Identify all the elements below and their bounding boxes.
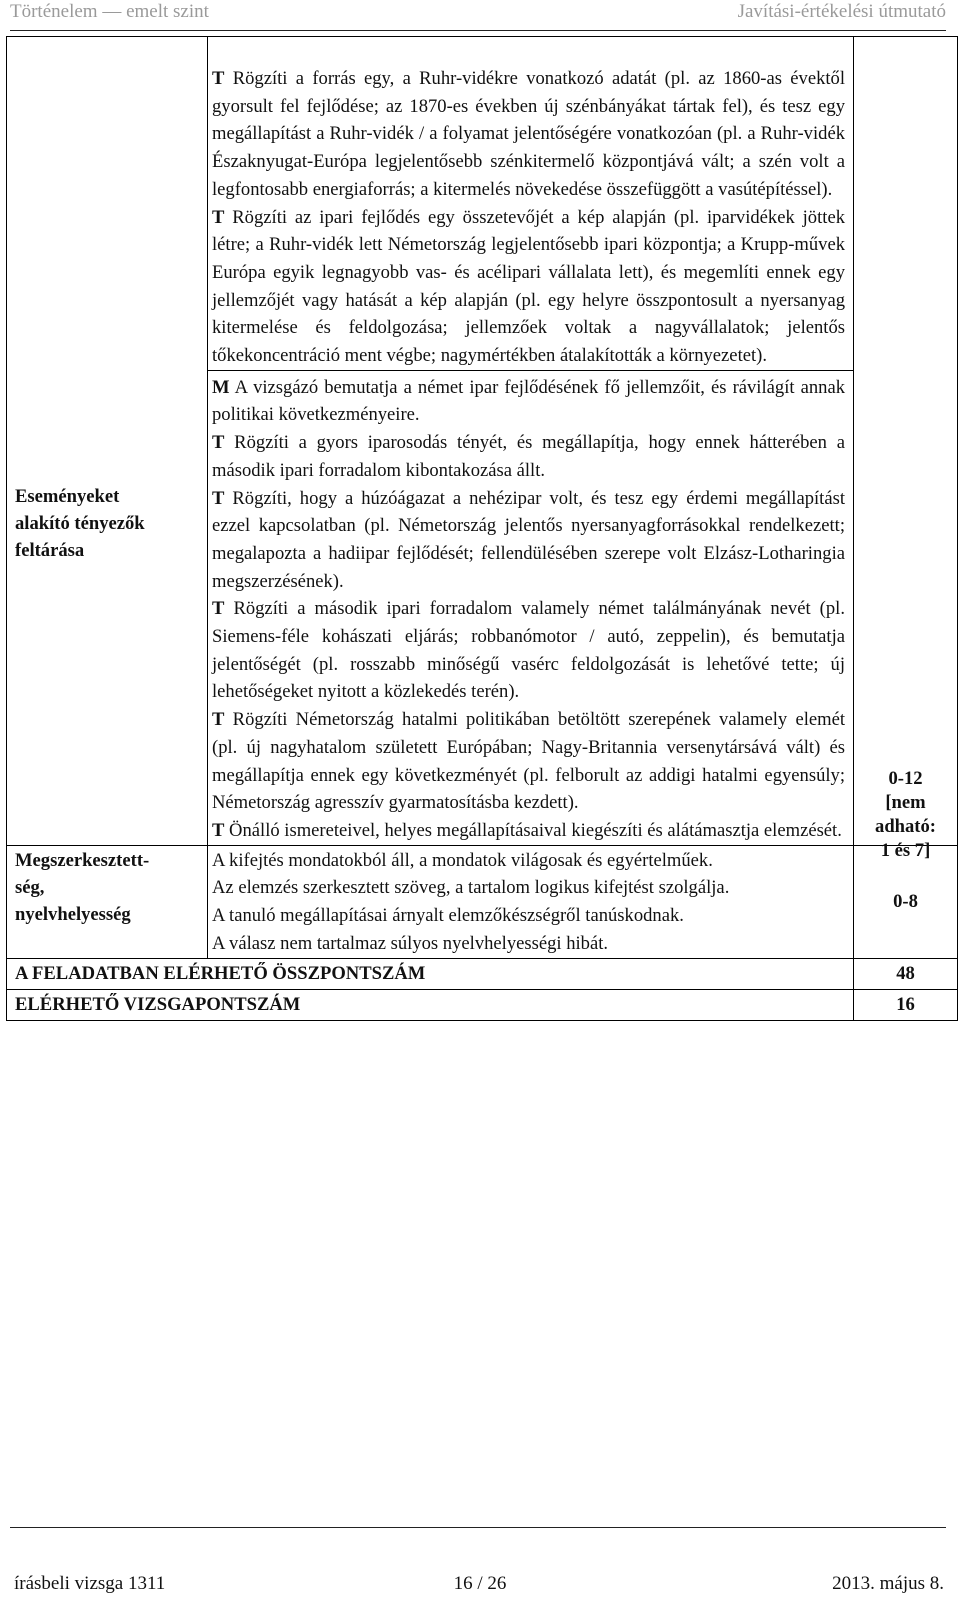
criterion: T Rögzíti Németország hatalmi politikában betöltött szerepének valamely elemét (pl. új nagyhatalom született Európában; Nagy-Britannia versenytársává vált) és megállapítja ennek egy következményét (pl. felborult az addigi hatalmi egyensúly; Németország agresszív gyarmatosításba kezdett).	[212, 709, 845, 814]
section-structure-label: Megszerkesztett- ség, nyelvhelyesség	[15, 849, 150, 925]
criterion: A kifejtés mondatokból áll, a mondatok világosak és egyértelműek.	[212, 849, 713, 871]
header-subject: Történelem — emelt szint	[10, 1, 209, 22]
section-events-label-cell	[7, 37, 208, 846]
total-task-value: 48	[896, 962, 915, 984]
section-events-row	[7, 37, 958, 846]
total-row	[7, 989, 958, 1020]
section-structure-label-cell	[7, 845, 208, 958]
scoring-table	[6, 36, 958, 1021]
criterion: T Rögzíti, hogy a húzóágazat a nehézipar volt, és tesz egy érdemi megállapítást ezzel kapcsolatban (pl. Németország jelentős nyersanyagforrásokkal rendelkezett; megalapozta a hadiipar fejlődését; fellendülésében szerepe volt Elzász-Lotharingia megszerzésének).	[212, 487, 845, 592]
page-header	[10, 0, 946, 30]
total-row	[7, 958, 958, 989]
section-structure-score: 0-8	[893, 890, 918, 912]
section-structure-row	[7, 845, 958, 958]
total-exam-value: 16	[896, 993, 915, 1015]
criterion: A tanuló megállapításai árnyalt elemzőkészségről tanúskodnak.	[212, 905, 684, 927]
footer-exam-code: írásbeli vizsga 1311	[14, 1573, 166, 1594]
criterion-main: M A vizsgázó bemutatja a német ipar fejlődésének fő jellemzőit, és rávilágít annak politikai következményeire.	[212, 376, 845, 426]
criterion: Az elemzés szerkesztett szöveg, a tartalom logikus kifejtést szolgálja.	[212, 877, 730, 899]
footer-rule	[10, 1527, 946, 1528]
page-number: 16 / 26	[453, 1573, 507, 1594]
total-exam-label: ELÉRHETŐ VIZSGAPONTSZÁM	[15, 993, 301, 1015]
criterion: T Rögzíti a második ipari forradalom valamely német találmányának nevét (pl. Siemens-féle kohászati eljárás; robbanómotor / autó, zeppelin), és bemutatja jelentőségét (pl. rosszabb minőségű vasérc feldolgozását is lehetővé tette; új lehetőségeket nyitott a közlekedés terén).	[212, 598, 845, 703]
section-events-score-cell	[854, 37, 958, 861]
criterion: T Önálló ismereteivel, helyes megállapításaival kiegészíti és alátámasztja elemzését.	[212, 819, 842, 841]
section-events-score: 0-12 [nem adható: 1 és 7]	[875, 768, 936, 861]
criterion: T Rögzíti a gyors iparosodás tényét, és megállapítja, hogy ennek hátterében a második ipari forradalom kibontakozása állt.	[212, 432, 845, 481]
header-doc-title: Javítási-értékelési útmutató	[737, 1, 946, 22]
criterion: T Rögzíti az ipari fejlődés egy összetevőjét a kép alapján (pl. iparvidékek jöttek létre; a Ruhr-vidék lett Németország legjelentősebb ipari központja; a Krupp-művek Európa egyik legnagyobb vas- és acélipari vállalata lett), és megemlíti ennek egy jellemzőjét vagy hatását a kép alapján (pl. egy helyre összpontosult a nyersanyag kitermelése és feldolgozása; jellemzőek voltak a nagyvállalatok; jelentős tőkekoncentráció ment végbe; nagymértékben átalakították a környezetet).	[212, 206, 845, 367]
section-structure-criteria	[208, 845, 854, 958]
criterion: A válasz nem tartalmaz súlyos nyelvhelyességi hibát.	[212, 932, 609, 954]
total-task-label: A FELADATBAN ELÉRHETŐ ÖSSZPONTSZÁM	[15, 962, 426, 984]
criterion: T Rögzíti a forrás egy, a Ruhr-vidékre vonatkozó adatát (pl. az 1860-as évektől gyorsult fel fejlődése; az 1870-es években új szénbányákat tártak fel), és tesz egy megállapítást a Ruhr-vidék / a folyamat jelentőségére vonatkozóan (pl. a Ruhr-vidék Északnyugat-Európa legjelentősebb szénkitermelő központjává vált; a szén volt a legfontosabb energiaforrás; a kitermelés növekedése összefüggött a vasútépítéssel).	[212, 68, 845, 200]
section-events-label: Eseményeket alakító tényezők feltárása	[15, 486, 145, 561]
footer-date: 2013. május 8.	[832, 1573, 944, 1594]
section-events-criteria	[208, 37, 854, 846]
header-rule	[10, 30, 946, 31]
